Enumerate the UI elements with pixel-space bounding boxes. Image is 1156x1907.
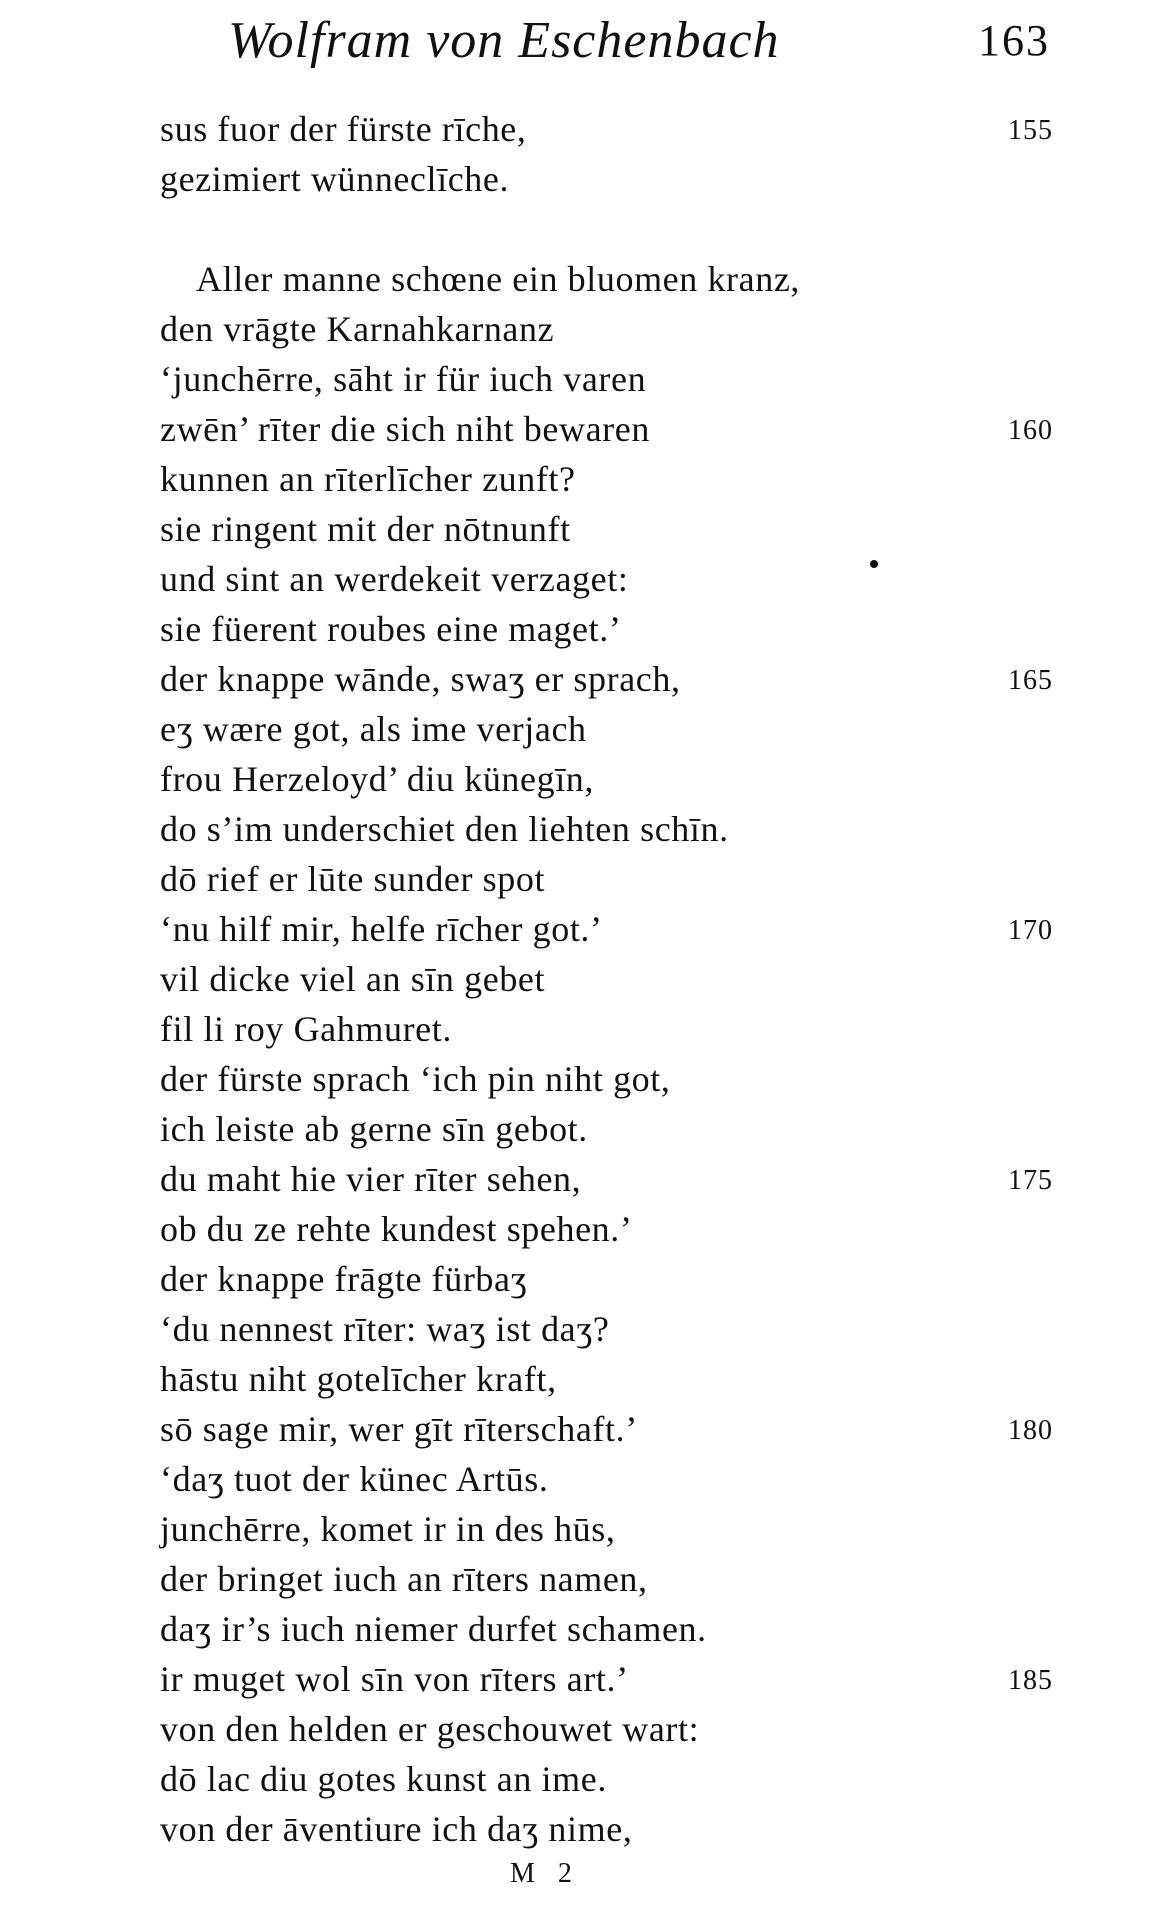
- verse-line: [160, 704, 1080, 754]
- verse-line-text: vil dicke viel an sīn gebet: [160, 959, 546, 999]
- verse-line-text: der knappe wānde, swaʒ er sprach,: [160, 659, 681, 699]
- verse-line: [160, 804, 1080, 854]
- verse-line-text: hāstu niht gotelīcher kraft,: [160, 1359, 557, 1399]
- line-number: 180: [1008, 1415, 1053, 1446]
- verse-line: [160, 1754, 1080, 1804]
- verse-line: [160, 554, 1080, 604]
- verse-line-text: Aller manne schœne ein bluomen kranz,: [196, 259, 801, 299]
- line-number: 160: [1008, 415, 1053, 446]
- verse-line: [160, 1704, 1080, 1754]
- verse-line: [160, 854, 1080, 904]
- verse-line: [160, 654, 1080, 704]
- verse-line: [160, 954, 1080, 1004]
- stanza-1: [160, 104, 1080, 204]
- verse-line-text: und sint an werdekeit verzaget:: [160, 559, 629, 599]
- verse-line-text: ‘junchērre, sāht ir für iuch varen: [160, 359, 647, 399]
- verse-line: [160, 1404, 1080, 1454]
- verse-line: [160, 1304, 1080, 1354]
- verse-line: [160, 1104, 1080, 1154]
- verse-line: [160, 1454, 1080, 1504]
- verse-line-text: ir muget wol sīn von rīters art.’: [160, 1659, 629, 1699]
- verse-line-text: der fürste sprach ‘ich pin niht got,: [160, 1059, 671, 1099]
- verse-line-text: ‘daʒ tuot der künec Artūs.: [160, 1459, 549, 1499]
- verse-line-text: der bringet iuch an rīters namen,: [160, 1559, 648, 1599]
- verse-line: [160, 354, 1080, 404]
- verse-line: [160, 1554, 1080, 1604]
- verse-line: [160, 254, 1080, 304]
- verse-line-text: den vrāgte Karnahkarnanz: [160, 309, 555, 349]
- verse-line: [160, 154, 1080, 204]
- verse-line-text: daʒ ir’s iuch niemer durfet schamen.: [160, 1609, 707, 1649]
- verse-line: [160, 1504, 1080, 1554]
- line-number: 175: [1008, 1165, 1053, 1196]
- verse-line: [160, 1054, 1080, 1104]
- verse-line-text: sō sage mir, wer gīt rīterschaft.’: [160, 1409, 638, 1449]
- verse-line-text: ob du ze rehte kundest spehen.’: [160, 1209, 633, 1249]
- verse-line-text: dō lac diu gotes kunst an ime.: [160, 1759, 607, 1799]
- verse-line: [160, 1654, 1080, 1704]
- verse-line-text: ‘du nennest rīter: waʒ ist daʒ?: [160, 1309, 610, 1349]
- verse-line-text: gezimiert wünneclīche.: [160, 159, 510, 199]
- verse-line: [160, 1154, 1080, 1204]
- verse-line-text: do s’im underschiet den liehten schīn.: [160, 809, 729, 849]
- running-title: Wolfram von Eschenbach: [228, 12, 780, 69]
- verse-line: [160, 1254, 1080, 1304]
- verse-line-text: fil li roy Gahmuret.: [160, 1009, 452, 1049]
- line-number: 165: [1008, 665, 1053, 696]
- verse-line-text: zwēn’ rīter die sich niht bewaren: [160, 409, 650, 449]
- verse-line-text: kunnen an rīterlīcher zunft?: [160, 459, 576, 499]
- verse-line-text: sus fuor der fürste rīche,: [160, 109, 527, 149]
- verse-line-text: ich leiste ab gerne sīn gebot.: [160, 1109, 588, 1149]
- verse-line-text: dō rief er lūte sunder spot: [160, 859, 546, 899]
- verse-line: [160, 454, 1080, 504]
- line-number: 155: [1008, 115, 1053, 146]
- verse-line: [160, 404, 1080, 454]
- verse-line-text: junchērre, komet ir in des hūs,: [160, 1509, 616, 1549]
- verse-line: [160, 904, 1080, 954]
- verse-line-text: sie ringent mit der nōtnunft: [160, 509, 571, 549]
- verse-line-text: du maht hie vier rīter sehen,: [160, 1159, 582, 1199]
- verse-line-text: von der āventiure ich daʒ nime,: [160, 1809, 633, 1849]
- line-number: 170: [1008, 915, 1053, 946]
- verse-line-text: ‘nu hilf mir, helfe rīcher got.’: [160, 909, 603, 949]
- verse-line: [160, 504, 1080, 554]
- verse-line: [160, 604, 1080, 654]
- verse-line-text: sie füerent roubes eine maget.’: [160, 609, 622, 649]
- verse-line: [160, 754, 1080, 804]
- verse-line: [160, 1204, 1080, 1254]
- verse-line-text: eʒ wære got, als ime verjach: [160, 709, 587, 749]
- signature-mark: M 2: [510, 1858, 580, 1889]
- verse-line: [160, 304, 1080, 354]
- verse-line: [160, 1604, 1080, 1654]
- verse-line: [160, 1804, 1080, 1854]
- verse-line-text: von den helden er geschouwet wart:: [160, 1709, 700, 1749]
- ink-dot-mark: [870, 560, 878, 568]
- verse-line: [160, 104, 1080, 154]
- verse-line: [160, 1004, 1080, 1054]
- verse-line-text: der knappe frāgte fürbaʒ: [160, 1259, 528, 1299]
- running-head: [0, 6, 1156, 76]
- stanza-2: [160, 254, 1080, 1854]
- verse-line: [160, 1354, 1080, 1404]
- page-number: 163: [978, 16, 1050, 65]
- verse-line-text: frou Herzeloyd’ diu künegīn,: [160, 759, 594, 799]
- line-number: 185: [1008, 1665, 1053, 1696]
